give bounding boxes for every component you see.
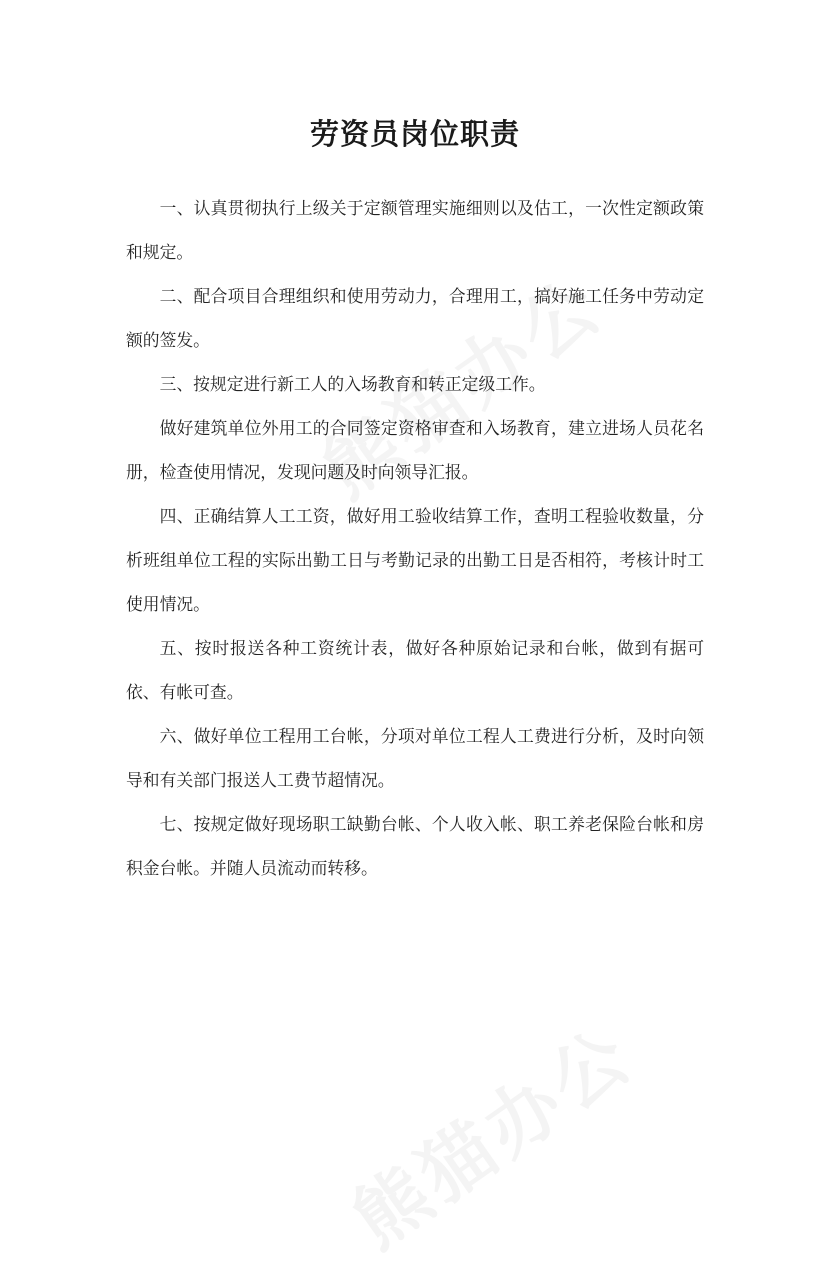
duty-paragraph-1: 一、认真贯彻执行上级关于定额管理实施细则以及估工，一次性定额政策和规定。 [126,198,704,262]
watermark-text [329,998,652,1268]
page-title: 劳资员岗位职责 [309,117,520,151]
duty-paragraph-3: 三、按规定进行新工人的入场教育和转正定级工作。 [159,374,546,394]
duty-paragraph-6: 六、做好单位工程用工台帐，分项对单位工程人工费进行分析，及时向领导和有关部门报送人工费节超情况。 [126,726,704,790]
duty-paragraph-5: 五、按时报送各种工资统计表，做好各种原始记录和台帐，做到有据可依、有帐可查。 [126,638,704,702]
duty-paragraph-7: 七、按规定做好现场职工缺勤台帐、个人收入帐、职工养老保险台帐和房积金台帐。并随人员流动而转移。 [126,814,704,878]
watermark-lower [330,1080,650,1186]
duty-paragraph-2: 二、配合项目合理组织和使用劳动力，合理用工，搞好施工任务中劳动定额的签发。 [126,286,704,350]
duty-paragraph-3-detail: 做好建筑单位外用工的合同签定资格审查和入场教育，建立进场人员花名册，检查使用情况，发现问题及时向领导汇报。 [126,418,704,482]
duty-paragraph-4: 四、正确结算人工工资，做好用工验收结算工作，查明工程验收数量，分析班组单位工程的实际出勤工日与考勤记录的出勤工日是否相符，考核计时工使用情况。 [126,506,704,614]
document-body [126,186,704,890]
